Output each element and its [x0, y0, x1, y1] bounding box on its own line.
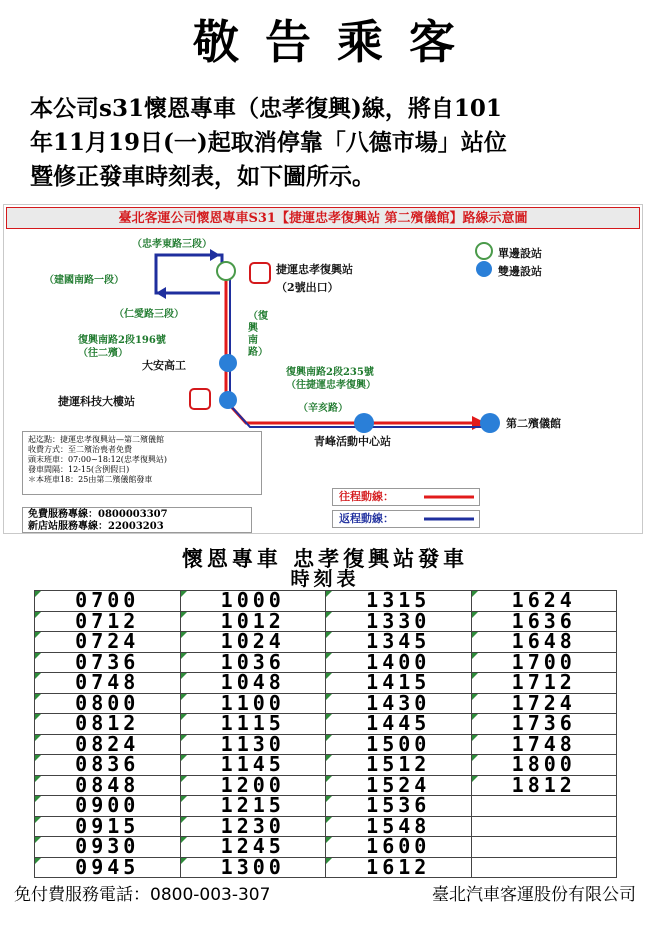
timetable-cell: 0736: [35, 653, 181, 674]
timetable-cell: 1345: [326, 632, 472, 653]
timetable-cell: 1500: [326, 735, 472, 756]
info-line: 起迄點：捷運忠孝復興站—第二殯儀館: [28, 435, 164, 444]
timetable-cell: 0800: [35, 694, 181, 715]
hotline-xindian: 新店站服務專線：22003203: [28, 521, 164, 532]
timetable-cell: 0836: [35, 755, 181, 776]
timetable-cell: 0824: [35, 735, 181, 756]
timetable-cell: 1115: [181, 714, 327, 735]
timetable-subtitle: 時刻表: [290, 568, 360, 590]
stop-label: 捷運忠孝復興站: [276, 263, 353, 276]
stop-double-icon: [480, 413, 500, 433]
footer-hotline: 免付費服務電話：0800-003-307: [14, 885, 271, 905]
footer-company: 臺北汽車客運股份有限公司: [432, 885, 636, 905]
road-label: （辛亥路）: [298, 403, 348, 414]
info-line: ＊本班車18：25由第二殯儀館發車: [28, 475, 153, 484]
map-header: 臺北客運公司懷恩專車S31【捷運忠孝復興站 第二殯儀館】路線示意圖: [6, 207, 640, 229]
stop-label: 青峰活動中心站: [314, 435, 391, 448]
timetable-cell: 0712: [35, 612, 181, 633]
stop-double-icon: [219, 354, 237, 372]
timetable-cell: 1524: [326, 776, 472, 797]
notice-line: 年11月19日(一)起取消停靠「八德市場」站位: [30, 129, 507, 156]
timetable-cell: 1100: [181, 694, 327, 715]
timetable-cell: 1536: [326, 796, 472, 817]
legend-double-icon: [476, 261, 492, 277]
road-label: （忠孝東路三段）: [132, 239, 212, 250]
hotline-box: [22, 507, 252, 533]
notice-text: [30, 92, 630, 194]
road-label: （建國南路一段）: [44, 275, 124, 286]
timetable-cell: 1812: [472, 776, 618, 797]
stop-label: 大安高工: [142, 359, 186, 372]
timetable-cell: 1000: [181, 591, 327, 612]
timetable-cell: 1700: [472, 653, 618, 674]
timetable-cell: 1215: [181, 796, 327, 817]
timetable-cell: 1315: [326, 591, 472, 612]
timetable: [34, 548, 616, 878]
timetable-cell: 1430: [326, 694, 472, 715]
timetable-cell: [472, 796, 618, 817]
metro-icon: [250, 263, 270, 283]
timetable-cell: 1048: [181, 673, 327, 694]
stop-label: 復興南路2段196號: [78, 335, 166, 346]
timetable-cell: 1130: [181, 735, 327, 756]
timetable-cell: 0724: [35, 632, 181, 653]
timetable-cell: 1445: [326, 714, 472, 735]
timetable-cell: 1145: [181, 755, 327, 776]
stop-label: （往二殯）: [78, 348, 128, 359]
stop-label: 第二殯儀館: [506, 417, 561, 430]
timetable-cell: 1636: [472, 612, 618, 633]
hotline-free: 免費服務專線：0800003307: [28, 509, 168, 520]
notice-line: 本公司s31懷恩專車（忠孝復興)線，將自101: [30, 95, 502, 122]
timetable-cell: 1612: [326, 858, 472, 879]
timetable-cell: 1415: [326, 673, 472, 694]
stop-label: （往捷運忠孝復興）: [286, 380, 376, 391]
timetable-cell: 1748: [472, 735, 618, 756]
timetable-grid: [34, 590, 617, 878]
timetable-cell: 0900: [35, 796, 181, 817]
timetable-cell: 1548: [326, 817, 472, 838]
stop-double-icon: [219, 391, 237, 409]
stop-label: （2號出口）: [276, 281, 339, 294]
legend-double-label: 雙邊設站: [498, 265, 542, 278]
timetable-cell: 0748: [35, 673, 181, 694]
info-line: 發車間隔：12-15(含例假日): [28, 465, 130, 474]
timetable-cell: 1600: [326, 837, 472, 858]
timetable-cell: 1724: [472, 694, 618, 715]
timetable-cell: 1012: [181, 612, 327, 633]
timetable-cell: 1330: [326, 612, 472, 633]
timetable-cell: 1624: [472, 591, 618, 612]
timetable-cell: 1300: [181, 858, 327, 879]
return-arrow-icon: [210, 249, 220, 261]
timetable-cell: [472, 817, 618, 838]
stop-label: 復興南路2段235號: [286, 367, 374, 378]
timetable-cell: 0915: [35, 817, 181, 838]
timetable-header: [34, 548, 616, 590]
timetable-cell: 1200: [181, 776, 327, 797]
stop-double-icon: [354, 413, 374, 433]
timetable-cell: 0848: [35, 776, 181, 797]
timetable-cell: 0945: [35, 858, 181, 879]
legend-return: 返程動線：: [332, 510, 480, 528]
timetable-cell: 1036: [181, 653, 327, 674]
timetable-cell: 0930: [35, 837, 181, 858]
metro-icon: [190, 389, 210, 409]
timetable-cell: [472, 858, 618, 879]
timetable-cell: 1512: [326, 755, 472, 776]
timetable-cell: [472, 837, 618, 858]
stop-single-icon: [217, 262, 235, 280]
legend-single-icon: [476, 243, 492, 259]
legend-single-label: 單邊設站: [498, 247, 542, 260]
timetable-cell: 0812: [35, 714, 181, 735]
timetable-cell: 1800: [472, 755, 618, 776]
route-info-box: [22, 431, 262, 495]
page-title: 敬告乘客: [193, 15, 481, 69]
info-line: 頭末班車：07:00~18:12(忠孝復興站): [28, 455, 168, 464]
timetable-cell: 1712: [472, 673, 618, 694]
timetable-cell: 1648: [472, 632, 618, 653]
timetable-title: 懷恩專車 忠孝復興站發車: [181, 546, 469, 571]
timetable-cell: 1736: [472, 714, 618, 735]
legend-outbound: 往程動線：: [332, 488, 480, 506]
info-line: 收費方式：至二殯治喪者免費: [28, 445, 132, 454]
return-route-line: [230, 277, 486, 427]
timetable-cell: 1024: [181, 632, 327, 653]
timetable-cell: 1245: [181, 837, 327, 858]
stop-label: 捷運科技大樓站: [58, 395, 135, 408]
road-label: （復興南路）: [248, 311, 268, 358]
notice-line: 暨修正發車時刻表，如下圖所示。: [30, 163, 375, 190]
timetable-cell: 0700: [35, 591, 181, 612]
road-label: （仁愛路三段）: [114, 309, 184, 320]
timetable-cell: 1230: [181, 817, 327, 838]
route-map: [3, 204, 643, 534]
timetable-cell: 1400: [326, 653, 472, 674]
